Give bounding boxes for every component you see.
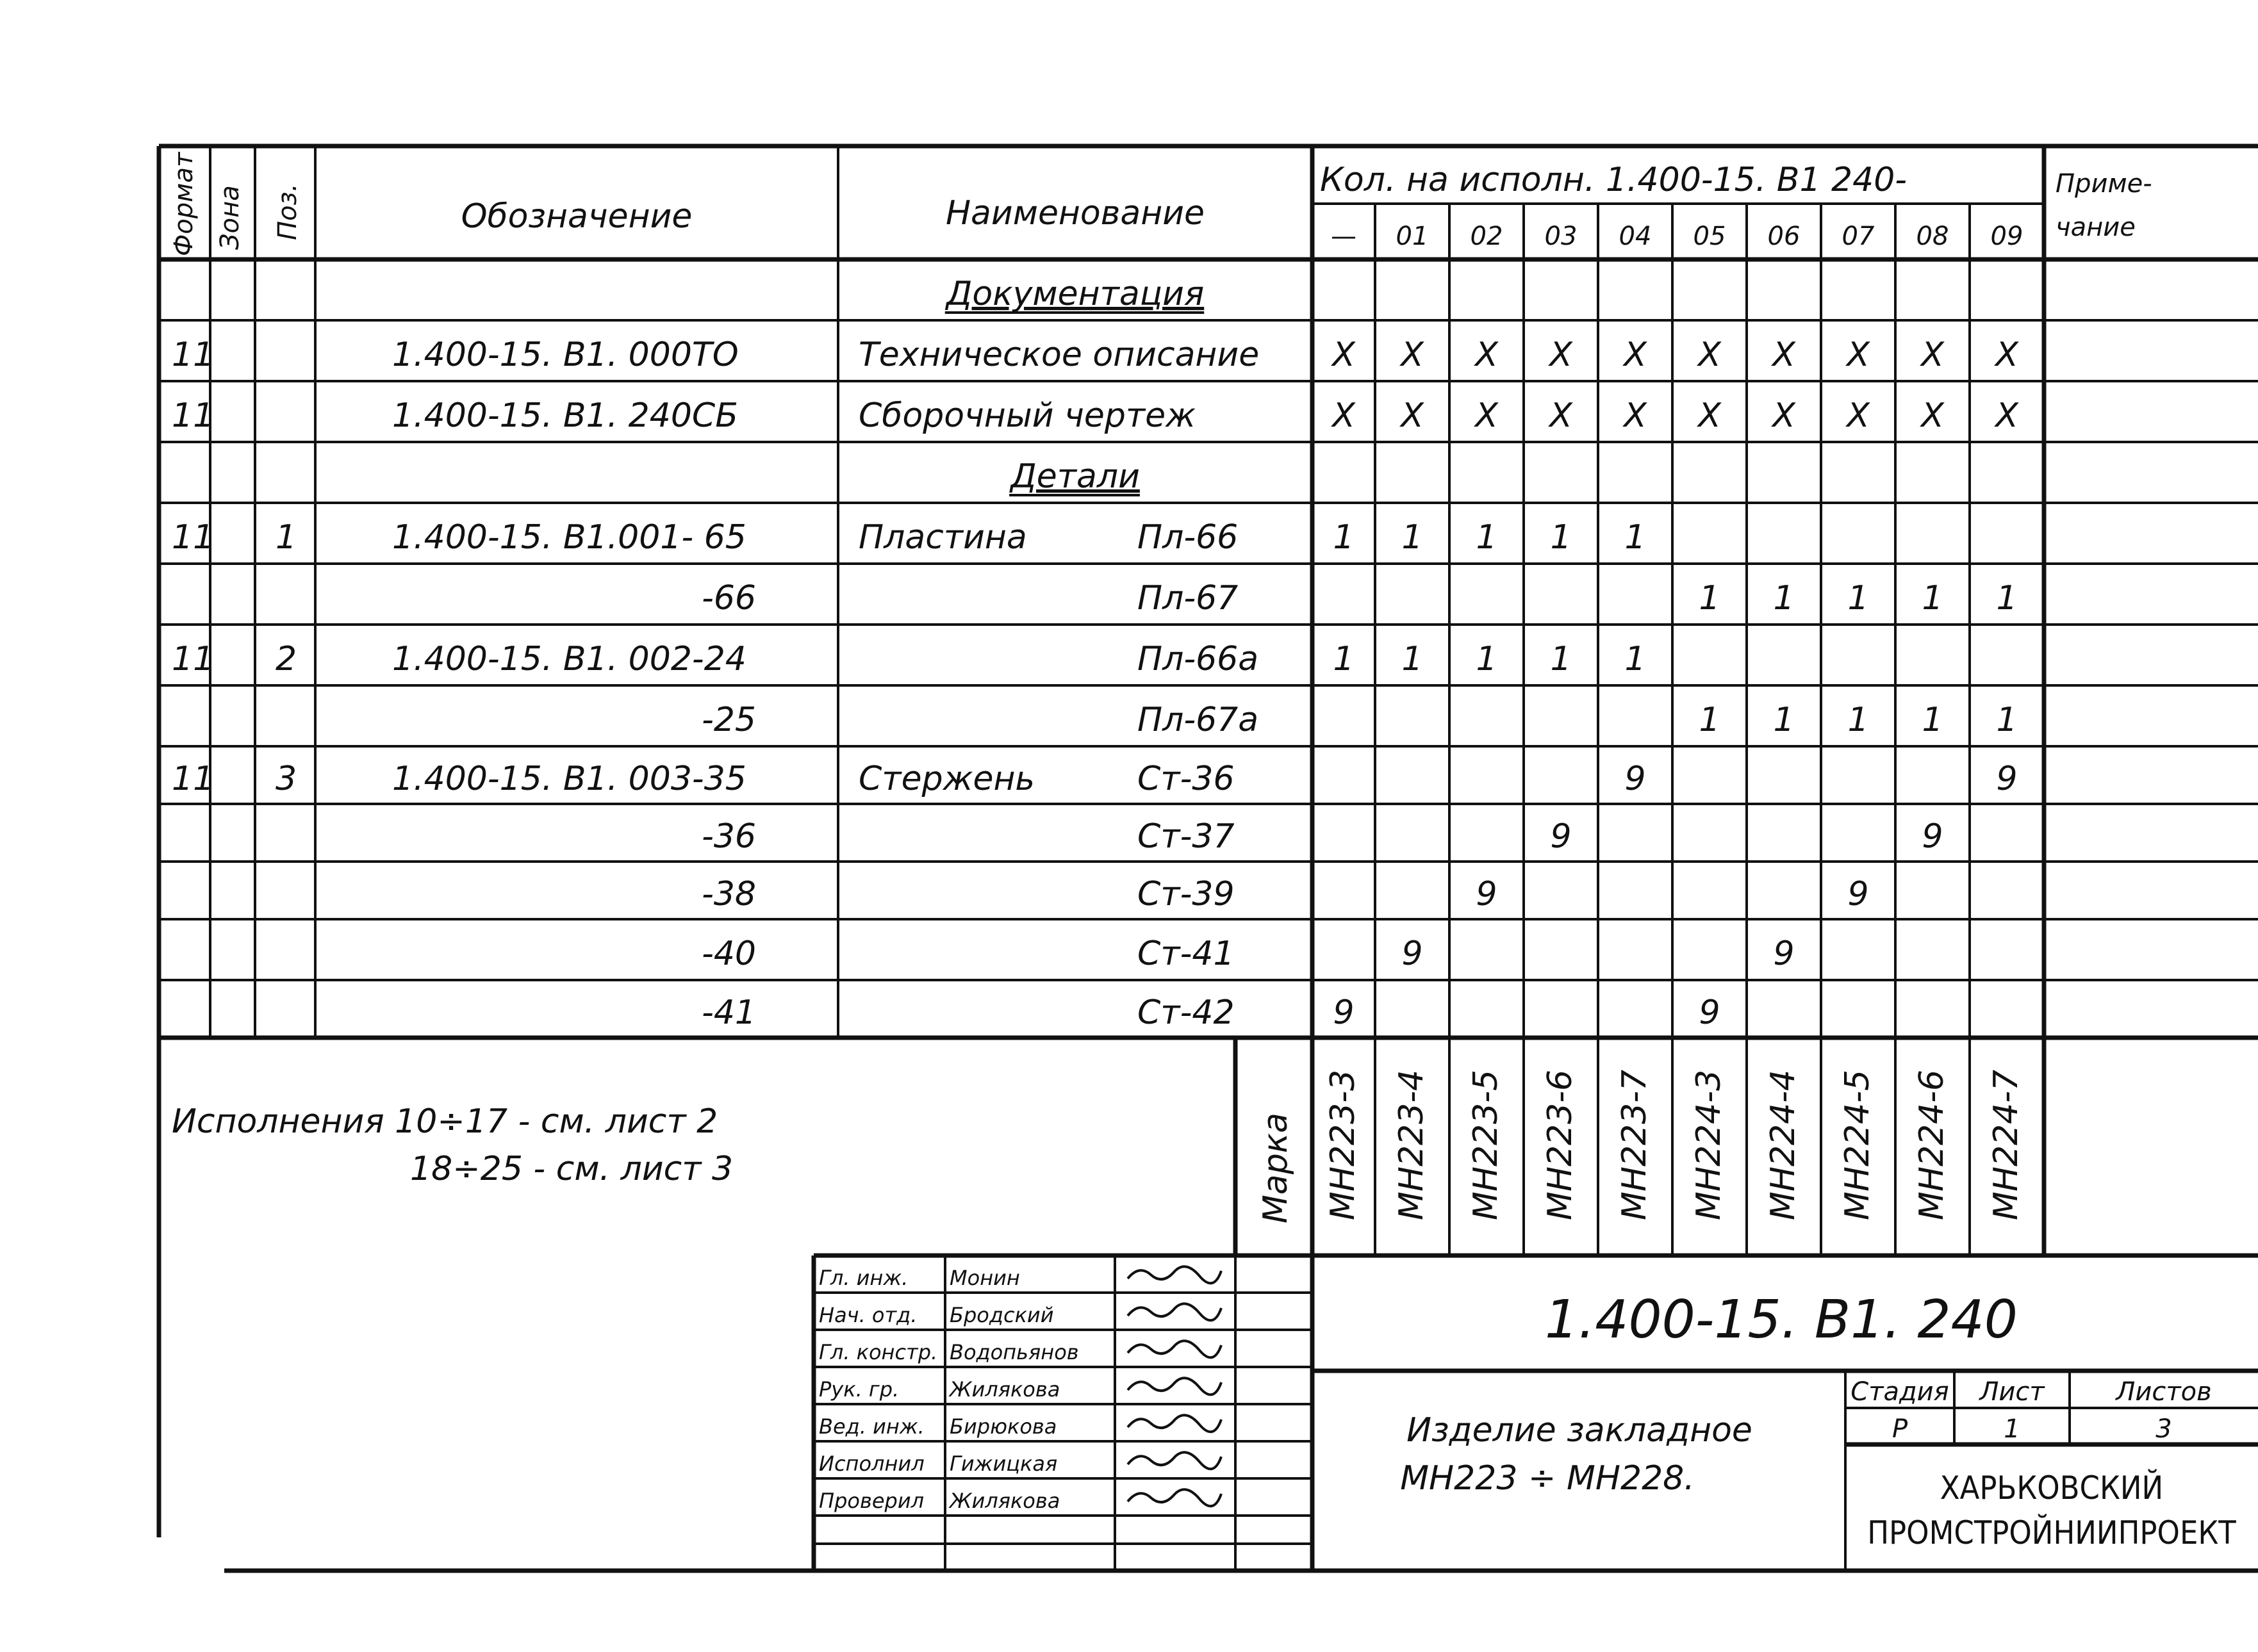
qty-cell: 1 [1996, 701, 2018, 739]
variant-header: 05 [1693, 222, 1726, 251]
qty-cell: X [1332, 336, 1355, 374]
mark-value: МН223-4 [1392, 1069, 1431, 1220]
qty-cell: 1 [1624, 640, 1646, 678]
mark-value: МН224-6 [1913, 1069, 1951, 1220]
row-designation: -25 [702, 701, 756, 739]
qty-cell: 1 [1401, 640, 1423, 678]
row-position: 3 [276, 760, 297, 798]
notes-line2: 18÷25 - см. лист 3 [410, 1150, 734, 1188]
signature-role: Проверил [819, 1489, 925, 1513]
row-format: 11 [172, 640, 215, 678]
signature-name: Жилякова [950, 1489, 1060, 1513]
qty-cell: 1 [1699, 701, 1720, 739]
signature-role: Гл. инж. [819, 1266, 909, 1290]
qty-cell: X [1549, 336, 1572, 374]
mark-value: МН224-4 [1764, 1069, 1802, 1220]
qty-cell: X [1475, 397, 1498, 435]
row-name: Пластина [859, 518, 1027, 557]
row-designation: -40 [702, 935, 756, 973]
qty-cell: 1 [1550, 518, 1572, 557]
variant-header: 06 [1767, 222, 1801, 251]
signature-name: Бирюкова [950, 1414, 1057, 1439]
signature-role: Вед. инж. [819, 1414, 925, 1439]
row-position: 1 [276, 518, 297, 557]
stage-value: Р [1891, 1414, 1908, 1444]
signature-name: Гижицкая [950, 1452, 1058, 1476]
row-designation: 1.400-15. В1. 240СБ [392, 397, 738, 435]
row-format: 11 [172, 760, 215, 798]
qty-cell: 9 [1476, 875, 1497, 913]
variant-header: 09 [1990, 222, 2023, 251]
row-format: 11 [172, 336, 215, 374]
row-mark: Ст-42 [1137, 994, 1235, 1032]
mark-value: МН224-5 [1838, 1069, 1877, 1220]
signature-role: Исполнил [819, 1452, 925, 1476]
variant-header: 03 [1544, 222, 1578, 251]
row-designation: 1.400-15. В1.001- 65 [392, 518, 746, 557]
variant-header: 01 [1396, 222, 1429, 251]
signature-scribble [1128, 1452, 1221, 1469]
signature-name: Водопьянов [950, 1340, 1079, 1364]
variant-header: 04 [1619, 222, 1652, 251]
row-mark: Пл-67а [1137, 701, 1259, 739]
qty-cell: 9 [1550, 817, 1572, 856]
qty-cell: X [1549, 397, 1572, 435]
qty-cell: X [1698, 397, 1721, 435]
qty-cell: 1 [1333, 640, 1355, 678]
row-name: Сборочный чертеж [859, 397, 1196, 435]
row-designation: -66 [702, 579, 756, 617]
mark-value: МН223-6 [1541, 1069, 1579, 1220]
qty-cell: 1 [1401, 518, 1423, 557]
marks-row [1257, 1070, 2025, 1223]
section-title: Детали [1010, 457, 1140, 496]
row-designation: 1.400-15. В1. 000ТО [392, 336, 739, 374]
qty-cell: 1 [1847, 579, 1869, 617]
variant-header: — [1331, 222, 1356, 251]
sheet-value: 1 [2004, 1414, 2020, 1444]
qty-cell: 1 [1922, 701, 1943, 739]
signature-name: Бродский [950, 1303, 1054, 1327]
qty-cell: X [1624, 397, 1647, 435]
section-title: Документация [946, 275, 1205, 313]
qty-cell: 1 [1699, 579, 1720, 617]
row-mark: Пл-67 [1137, 579, 1239, 617]
signature-name: Жилякова [950, 1377, 1060, 1402]
qty-cell: X [1995, 397, 2018, 435]
title-line1: Изделие закладное [1406, 1411, 1752, 1450]
qty-cell: 1 [1847, 701, 1869, 739]
header-format: Формат [169, 152, 199, 256]
row-mark: Пл-66а [1137, 640, 1259, 678]
qty-cell: 1 [1773, 701, 1795, 739]
signature-scribble [1128, 1378, 1221, 1394]
signature-role: Рук. гр. [819, 1377, 900, 1402]
document-code: 1.400-15. В1. 240 [1545, 1289, 2018, 1350]
row-designation: 1.400-15. В1. 002-24 [392, 640, 746, 678]
qty-cell: X [1401, 336, 1424, 374]
title-line2: МН223 ÷ МН228. [1400, 1459, 1695, 1498]
row-mark: Пл-66 [1137, 518, 1239, 557]
qty-cell: 9 [1699, 994, 1720, 1032]
qty-cell: X [1921, 336, 1944, 374]
row-format: 11 [172, 518, 215, 557]
mark-value: МН223-3 [1324, 1069, 1362, 1220]
header-qty: Кол. на исполн. 1.400-15. В1 240- [1320, 161, 1908, 199]
signature-block [819, 1266, 1221, 1513]
row-designation: -36 [702, 817, 756, 856]
header-note-a: Приме- [2056, 169, 2152, 199]
header-note-b: чание [2056, 213, 2136, 242]
qty-cell: X [1332, 397, 1355, 435]
signature-role: Нач. отд. [819, 1303, 918, 1327]
qty-cell: 9 [1922, 817, 1943, 856]
row-designation: -41 [702, 994, 756, 1032]
signature-name: Монин [950, 1266, 1020, 1290]
qty-cell: 1 [1773, 579, 1795, 617]
row-position: 2 [276, 640, 297, 678]
mark-value: МН223-5 [1467, 1069, 1505, 1220]
qty-cell: X [1475, 336, 1498, 374]
qty-cell: 9 [1333, 994, 1355, 1032]
row-mark: Ст-37 [1137, 817, 1235, 856]
signature-scribble [1128, 1266, 1221, 1283]
stage-label: Стадия [1850, 1377, 1949, 1407]
qty-cell: 1 [1476, 518, 1497, 557]
variant-headers [1331, 222, 2023, 251]
qty-cell: 1 [1550, 640, 1572, 678]
qty-cell: 1 [1996, 579, 2018, 617]
sheet-label: Лист [1979, 1377, 2045, 1407]
notes-line1: Исполнения 10÷17 - см. лист 2 [172, 1102, 718, 1141]
row-mark: Ст-41 [1137, 935, 1235, 973]
row-designation: -38 [702, 875, 756, 913]
qty-cell: X [1847, 397, 1870, 435]
qty-cell: X [1847, 336, 1870, 374]
qty-cell: X [1624, 336, 1647, 374]
signature-scribble [1128, 1415, 1221, 1432]
qty-cell: 1 [1476, 640, 1497, 678]
signature-scribble [1128, 1304, 1221, 1320]
qty-cell: 1 [1922, 579, 1943, 617]
mark-value: МН223-7 [1615, 1069, 1654, 1220]
signature-scribble [1128, 1341, 1221, 1357]
org-line2: ПРОМСТРОЙНИИПРОЕКТ [1867, 1514, 2236, 1551]
marks-label: Марка [1257, 1112, 1295, 1223]
mark-value: МН224-7 [1987, 1069, 2025, 1220]
qty-cell: 9 [1996, 760, 2018, 798]
row-name: Стержень [859, 760, 1035, 798]
row-mark: Ст-36 [1137, 760, 1235, 798]
row-format: 11 [172, 397, 215, 435]
mark-value: МН224-3 [1690, 1069, 1728, 1220]
title-block [1400, 1289, 2236, 1551]
variant-header: 08 [1916, 222, 1949, 251]
sheets-label: Листов [2116, 1377, 2212, 1407]
notes [172, 1102, 733, 1188]
variant-header: 07 [1842, 222, 1875, 251]
header-pos: Поз. [273, 183, 302, 240]
qty-cell: 9 [1401, 935, 1423, 973]
qty-cell: X [1995, 336, 2018, 374]
qty-cell: X [1698, 336, 1721, 374]
qty-cell: 1 [1624, 518, 1646, 557]
row-name: Техническое описание [859, 336, 1260, 374]
qty-cell: 9 [1773, 935, 1795, 973]
qty-cell: 1 [1333, 518, 1355, 557]
qty-cell: 9 [1624, 760, 1646, 798]
signature-role: Гл. констр. [819, 1340, 938, 1364]
qty-cell: X [1772, 336, 1795, 374]
header-zone: Зона [215, 185, 245, 250]
qty-cell: X [1772, 397, 1795, 435]
qty-cell: 9 [1847, 875, 1869, 913]
header-name: Наименование [945, 194, 1205, 233]
signature-scribble [1128, 1489, 1221, 1506]
row-mark: Ст-39 [1137, 875, 1235, 913]
qty-cell: X [1401, 397, 1424, 435]
org-line1: ХАРЬКОВСКИЙ [1940, 1469, 2164, 1507]
variant-header: 02 [1470, 222, 1503, 251]
header-designation: Обозначение [461, 197, 693, 236]
sheets-value: 3 [2155, 1414, 2172, 1444]
qty-cell: X [1921, 397, 1944, 435]
row-designation: 1.400-15. В1. 003-35 [392, 760, 746, 798]
